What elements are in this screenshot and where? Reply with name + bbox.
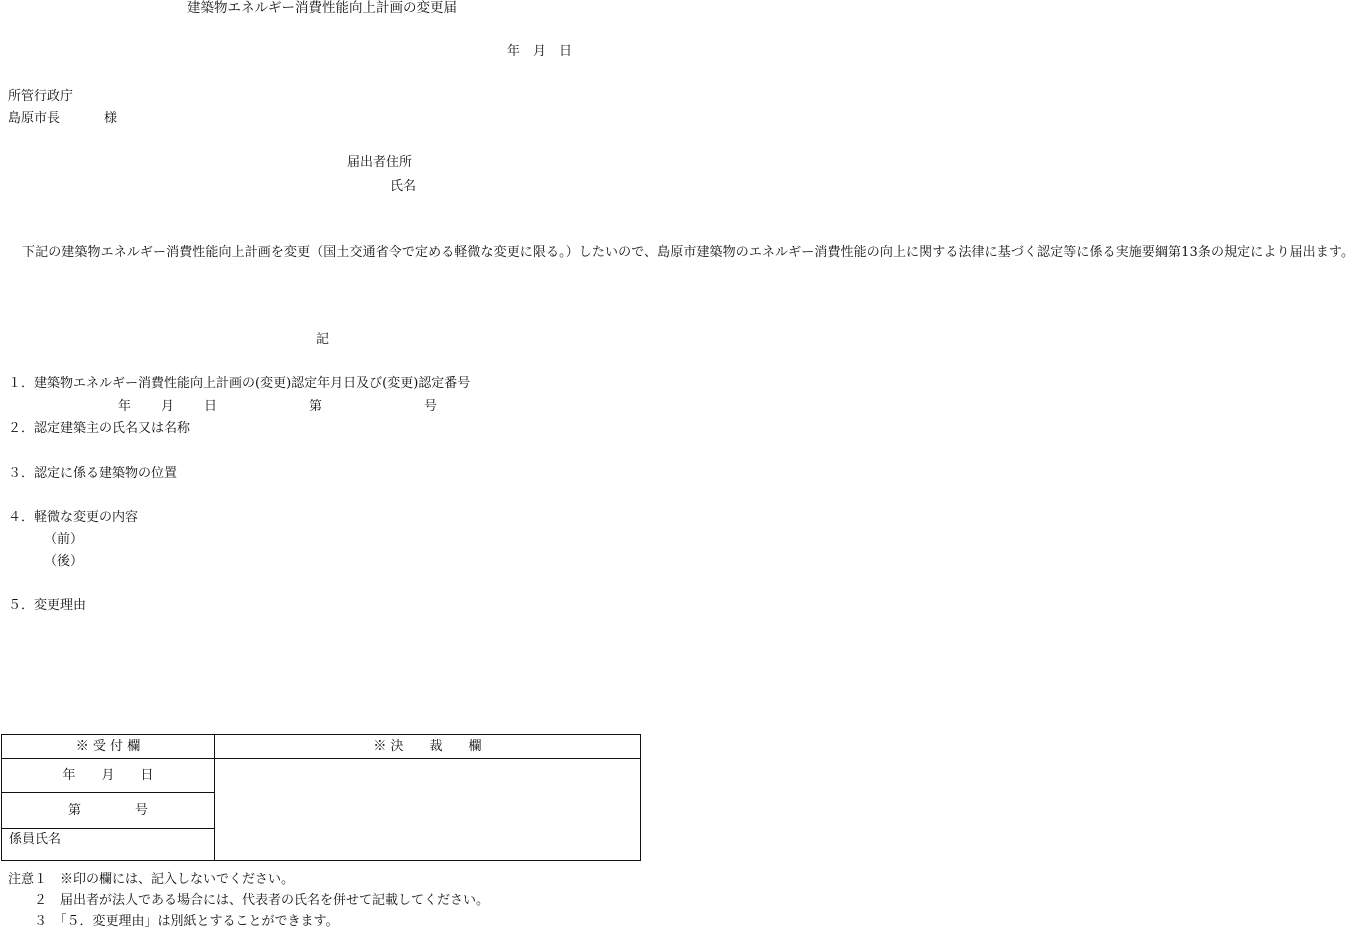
note-3: ３ 「５．変更理由」は別紙とすることができます。 bbox=[8, 914, 339, 929]
document-title: 建築物エネルギー消費性能向上計画の変更届 bbox=[187, 0, 457, 16]
item-5-label: ５．変更理由 bbox=[8, 598, 87, 613]
note-1: 注意１ ※印の欄には、記入しないでください。 bbox=[8, 872, 295, 887]
reception-go: 号 bbox=[135, 803, 149, 818]
body-paragraph-text: 下記の建築物エネルギー消費性能向上計画を変更（国土交通省令で定める軽微な変更に限る。）したいので、島原市建築物のエネルギー消費性能の向上に関する法律に基づく認定等に係る実施要綱第13条の規定により届出ます。 bbox=[22, 245, 1354, 260]
item-1-day: 日 bbox=[204, 399, 218, 414]
ki-heading: 記 bbox=[316, 332, 330, 347]
recipient-mayor bbox=[8, 112, 117, 125]
item-3-label: ３．認定に係る建築物の位置 bbox=[8, 466, 178, 481]
reception-day: 日 bbox=[140, 768, 154, 783]
applicant-address-label: 届出者住所 bbox=[347, 155, 413, 170]
item-1-month: 月 bbox=[161, 399, 175, 414]
recipient-agency: 所管行政庁 bbox=[8, 89, 74, 104]
item-4-label: ４．軽微な変更の内容 bbox=[8, 510, 139, 525]
applicant-name-label: 氏名 bbox=[390, 179, 417, 194]
item-1-label: １．建築物エネルギー消費性能向上計画の(変更)認定年月日及び(変更)認定番号 bbox=[8, 376, 471, 391]
reception-number-cell[interactable] bbox=[2, 793, 215, 829]
submission-date-line: 年 月 日 bbox=[507, 44, 573, 59]
reception-date-cell[interactable] bbox=[2, 759, 215, 793]
decision-header: ※ 決 裁 欄 bbox=[215, 735, 641, 759]
honorific: 様 bbox=[104, 111, 118, 126]
item-1-go: 号 bbox=[424, 399, 438, 414]
item-1-dai: 第 bbox=[309, 399, 323, 414]
reception-header: ※ 受 付 欄 bbox=[2, 735, 215, 759]
staff-name-label: 係員氏名 bbox=[9, 832, 62, 847]
item-2-label: ２．認定建築主の氏名又は名称 bbox=[8, 421, 191, 436]
staff-name-cell[interactable] bbox=[2, 829, 215, 861]
body-paragraph bbox=[8, 241, 1354, 265]
reception-month: 月 bbox=[101, 768, 115, 783]
item-4-before: （前） bbox=[44, 532, 84, 547]
reception-dai: 第 bbox=[67, 803, 81, 818]
reception-year: 年 bbox=[62, 768, 76, 783]
mayor-title: 島原市長 bbox=[8, 111, 61, 126]
note-2: ２ 届出者が法人である場合には、代表者の氏名を併せて記載してください。 bbox=[8, 893, 490, 908]
notes bbox=[8, 869, 489, 932]
office-use-table bbox=[1, 734, 641, 861]
item-4-after: （後） bbox=[44, 554, 84, 569]
item-1-year: 年 bbox=[118, 399, 132, 414]
decision-cell[interactable] bbox=[215, 759, 641, 861]
